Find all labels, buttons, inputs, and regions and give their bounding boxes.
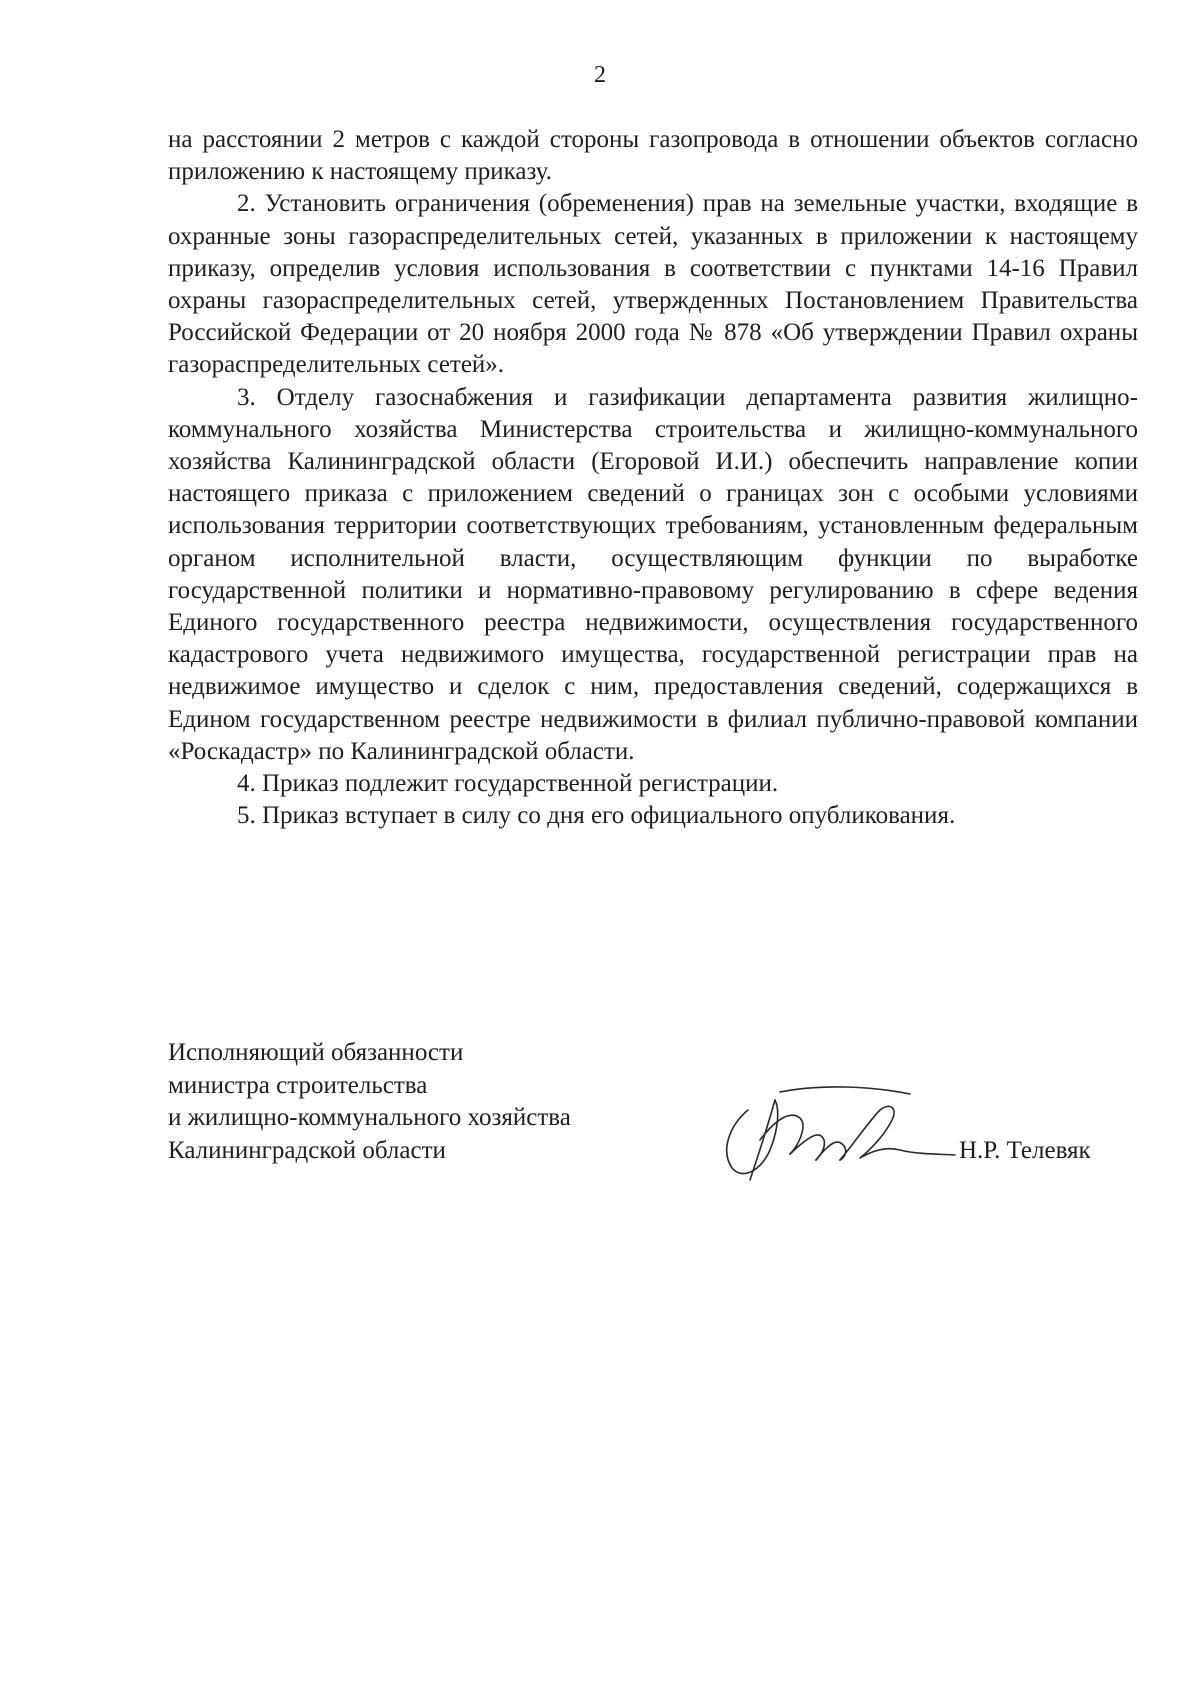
paragraph-continuation: на расстоянии 2 метров с каждой стороны газопровода в отношении объектов согласно приложению к настоящему приказу. <box>168 126 1138 186</box>
handwritten-signature <box>720 1080 980 1190</box>
signatory-name: Н.Р. Телевяк <box>959 1137 1091 1164</box>
paragraph-item-5: 5. Приказ вступает в силу со дня его официального опубликования. <box>237 802 956 830</box>
signatory-title-line: Исполняющий обязанности <box>168 1039 464 1066</box>
paragraph-item-2: 2. Установить ограничения (обременения) прав на земельные участки, входящие в охранные зоны газораспределительных сетей, указанных в приложении к настоящему приказу, определив условия использования в соответствии с пунктами 14-16 Правил охраны газораспределительных сетей, утвержденных Постановлением Правительства Российской Федерации от 20 ноября 2000 года № 878 «Об утверждении Правил охраны газораспределительных сетей». <box>168 190 1138 379</box>
paragraph-item-3: 3. Отделу газоснабжения и газификации департамента развития жилищно-коммунального хозяйства Министерства строительства и жилищно-коммунального хозяйства Калининградской области (Егоровой И.И.) обеспечить направление копии настоящего приказа с приложением сведений о границах зон с особыми условиями использования территории соответствующих требованиям, установленным федеральным органом исполнительной власти, осуществляющим функции по выработке государственной политики и нормативно-правовому регулированию в сфере ведения Единого государственного реестра недвижимости, осуществления государственного кадастрового учета недвижимого имущества, государственной регистрации прав на недвижимое имущество и сделок с ним, предоставления сведений, содержащихся в Едином государственном реестре недвижимости в филиал публично-правовой компании «Роскадастр» по Калининградской области. <box>168 383 1138 765</box>
signatory-title-line: министра строительства <box>168 1071 428 1099</box>
signatory-title-line: Калининградской области <box>168 1136 446 1164</box>
signatory-title-line: и жилищно-коммунального хозяйства <box>168 1104 571 1131</box>
signatory-title <box>168 1037 571 1167</box>
page-number: 2 <box>594 62 606 88</box>
document-body <box>168 124 1138 832</box>
paragraph-item-4: 4. Приказ подлежит государственной регистрации. <box>237 770 779 798</box>
